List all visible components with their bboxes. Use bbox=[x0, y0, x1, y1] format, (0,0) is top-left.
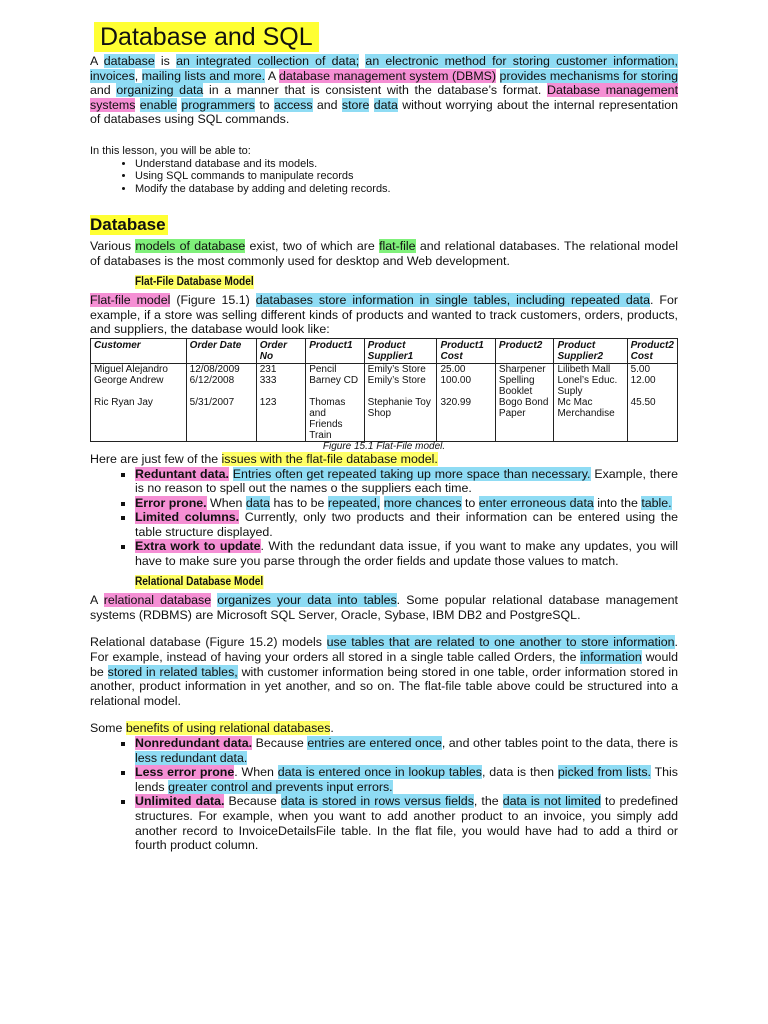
text: with customer information being stored in one table, order information stored in another, product information in yet another, and so on. The flat-file table above could be structured into a relational model. bbox=[90, 664, 678, 708]
text: , the bbox=[473, 794, 503, 809]
issues-list bbox=[90, 467, 678, 569]
highlight: Database management systems bbox=[90, 83, 679, 112]
highlight: Limited columns. bbox=[135, 510, 240, 525]
highlight: data is not limited bbox=[502, 794, 601, 809]
highlight: Less error prone bbox=[135, 765, 235, 780]
column-header: Product1 Cost bbox=[437, 338, 495, 363]
text: Because bbox=[224, 794, 281, 809]
table-cell: 12/08/2009 bbox=[186, 363, 256, 375]
highlight: stored in related tables, bbox=[107, 664, 238, 679]
highlight: databases store information in single tables, including repeated data bbox=[255, 293, 650, 308]
table-header-row bbox=[91, 338, 678, 363]
lesson-intro: In this lesson, you will be able to: bbox=[90, 144, 251, 157]
table-cell: George Andrew bbox=[91, 375, 187, 397]
table-cell: 333 bbox=[256, 375, 305, 397]
text: (Figure 15.1) bbox=[170, 293, 256, 308]
column-header: Product Supplier2 bbox=[554, 338, 627, 363]
highlight: table. bbox=[641, 495, 672, 510]
highlight: access bbox=[273, 97, 313, 112]
subheading-flat-file: Flat-File Database Model bbox=[135, 275, 254, 288]
highlight: an electronic method for storing customer information, invoices bbox=[90, 54, 678, 83]
list-item bbox=[135, 794, 678, 852]
benefits-intro bbox=[90, 721, 678, 736]
issues-intro bbox=[90, 452, 678, 467]
list-item bbox=[135, 510, 678, 539]
table-cell: Barney CD bbox=[306, 375, 364, 397]
text: Relational database (Figure 15.2) models bbox=[90, 635, 327, 650]
highlight: relational database bbox=[103, 593, 212, 608]
highlight: use tables that are related to one another to store information bbox=[326, 635, 675, 650]
column-header: Product Supplier1 bbox=[364, 338, 437, 363]
highlight: Extra work to update bbox=[135, 539, 261, 554]
list-item bbox=[135, 539, 678, 568]
table-cell: Thomas and Friends Train bbox=[306, 397, 364, 442]
highlight: information bbox=[580, 650, 642, 665]
section-heading-database: Database bbox=[90, 215, 166, 235]
text: and bbox=[312, 97, 342, 112]
subheading-relational: Relational Database Model bbox=[135, 575, 264, 588]
column-header: Product1 bbox=[306, 338, 364, 363]
document-page bbox=[90, 22, 678, 853]
column-header: Order Date bbox=[186, 338, 256, 363]
highlight: database bbox=[103, 54, 155, 68]
highlight: data bbox=[245, 495, 270, 510]
text: to bbox=[255, 97, 274, 112]
text: . bbox=[330, 721, 334, 736]
table-row bbox=[91, 375, 678, 397]
text: , data is then bbox=[481, 765, 558, 780]
highlight: flat-file bbox=[379, 239, 416, 254]
table-cell: 6/12/2008 bbox=[186, 375, 256, 397]
highlight: mailing lists and more. bbox=[141, 68, 266, 83]
highlight: provides mechanisms for storing bbox=[499, 68, 679, 83]
text: . With the redundant data issue, if you want to make any updates, you will have to make sure you parse through the order fields and update those values to match. bbox=[135, 539, 678, 569]
table-cell: 231 bbox=[256, 363, 305, 375]
table-cell: 5.00 bbox=[627, 363, 677, 375]
text: in a manner that is consistent with the database’s format. bbox=[203, 83, 547, 98]
column-header: Customer bbox=[91, 338, 187, 363]
table-cell: Stephanie Toy Shop bbox=[364, 397, 437, 442]
highlight: organizes your data into tables bbox=[217, 593, 397, 608]
text: A bbox=[90, 593, 104, 608]
table-cell: 123 bbox=[256, 397, 305, 442]
table-cell: Pencil bbox=[306, 363, 364, 375]
highlight: models of database bbox=[135, 239, 246, 254]
highlight: enable bbox=[139, 97, 177, 112]
highlight: benefits of using relational databases bbox=[125, 721, 331, 736]
highlight: database management system (DBMS) bbox=[278, 68, 497, 83]
highlight: data bbox=[373, 97, 398, 112]
text: and relational databases. The relational model of databases is the most commonly used for desktop and Web development. bbox=[90, 239, 679, 268]
text: has to be bbox=[270, 495, 328, 510]
highlight: Flat-file model bbox=[90, 293, 171, 308]
table-cell: Spelling Booklet bbox=[495, 375, 554, 397]
list-item: • Using SQL commands to manipulate records bbox=[135, 170, 678, 183]
list-item: • Understand database and its models. bbox=[135, 158, 678, 171]
highlight: repeated, bbox=[327, 495, 381, 510]
table-cell: Emily’s Store bbox=[364, 375, 437, 397]
text: Because bbox=[252, 736, 308, 750]
relational-paragraph-2 bbox=[90, 635, 678, 708]
text: When bbox=[206, 495, 246, 510]
highlight: Nonredundant data. bbox=[135, 736, 253, 750]
column-header: Order No bbox=[256, 338, 305, 363]
table-cell: 12.00 bbox=[627, 375, 677, 397]
text: . For example, instead of having your orders all stored in a single table called Orders, the bbox=[90, 635, 678, 665]
table-cell: Lilibeth Mall bbox=[554, 363, 627, 375]
text: . When bbox=[234, 765, 278, 780]
highlight: picked from lists. bbox=[557, 765, 651, 780]
page-title: Database and SQL bbox=[94, 22, 319, 52]
highlight: enter erroneous data bbox=[478, 495, 594, 510]
highlight: less redundant data. bbox=[135, 750, 248, 765]
highlight: organizing data bbox=[116, 83, 204, 98]
text: without worrying about the internal representation of databases using SQL commands. bbox=[90, 97, 678, 127]
text: Example, there is no reason to spell out the names o the suppliers each time. bbox=[135, 466, 679, 496]
database-paragraph bbox=[90, 239, 678, 268]
text: to predefined structures. For example, when you want to add another product to an invoice, you simply add another record to InvoiceDetailsFile table. In the flat file, you would have had to add a third or fourth product column. bbox=[135, 794, 679, 853]
table-cell: 5/31/2007 bbox=[186, 397, 256, 442]
text: , and other tables point to the data, there is bbox=[441, 736, 678, 750]
highlight: data is stored in rows versus fields bbox=[280, 794, 474, 809]
figure-caption: Figure 15.1 Flat-File model. bbox=[322, 440, 446, 452]
table-cell: Ric Ryan Jay bbox=[91, 397, 187, 442]
highlight: Entries often get repeated taking up more space than necessary. bbox=[232, 466, 591, 481]
relational-paragraph-1 bbox=[90, 593, 678, 622]
highlight: an integrated collection of data; bbox=[176, 54, 360, 68]
column-header: Product2 Cost bbox=[627, 338, 677, 363]
text: A bbox=[90, 54, 104, 68]
highlight: programmers bbox=[181, 97, 255, 112]
text: into the bbox=[593, 495, 642, 510]
text: would be bbox=[90, 650, 678, 679]
highlight: store bbox=[341, 97, 370, 112]
text: Currently, only two products and their information can be entered using the table structure displayed. bbox=[135, 510, 678, 539]
list-item bbox=[135, 765, 678, 794]
table-cell: Lonel’s Educ. Suply bbox=[554, 375, 627, 397]
list-item bbox=[135, 736, 678, 765]
highlight: Error prone. bbox=[135, 495, 207, 510]
text: . Some popular relational database management systems (RDBMS) are Microsoft SQL Server, Oracle, Sybase, IBM DB2 and PostgreSQL. bbox=[90, 593, 678, 622]
highlight: Reduntant data. bbox=[135, 466, 229, 481]
table-cell: Miguel Alejandro bbox=[91, 363, 187, 375]
benefits-list bbox=[90, 736, 678, 853]
highlight: data is entered once in lookup tables bbox=[277, 765, 482, 780]
column-header: Product2 bbox=[495, 338, 554, 363]
flat-file-table bbox=[90, 338, 678, 442]
list-item bbox=[135, 496, 678, 511]
table-cell: 25.00 bbox=[437, 363, 495, 375]
highlight: greater control and prevents input errors. bbox=[168, 779, 393, 794]
text: and bbox=[90, 83, 117, 98]
text: Here are just few of the bbox=[90, 451, 222, 466]
text: Some bbox=[90, 721, 126, 736]
text: exist, two of which are bbox=[245, 239, 380, 254]
text: , bbox=[134, 68, 142, 83]
table-cell: Mc Mac Merchandise bbox=[554, 397, 627, 442]
highlight: issues with the flat-file database model. bbox=[221, 451, 438, 466]
table-cell: 320.99 bbox=[437, 397, 495, 442]
list-item: • Modify the database by adding and deleting records. bbox=[135, 183, 678, 196]
table-row bbox=[91, 397, 678, 442]
text: . For example, if a store was selling different kinds of products and wanted to track customers, orders, products, and suppliers, the database would look like: bbox=[90, 293, 678, 337]
table-cell: 100.00 bbox=[437, 375, 495, 397]
highlight: entries are entered once bbox=[307, 736, 442, 750]
table-row bbox=[91, 363, 678, 375]
text: Various bbox=[90, 239, 136, 254]
intro-paragraph bbox=[90, 54, 678, 127]
table-cell: Sharpener bbox=[495, 363, 554, 375]
text: to bbox=[461, 495, 479, 510]
text: is bbox=[154, 54, 177, 68]
list-item bbox=[135, 467, 678, 496]
lesson-objectives bbox=[90, 145, 678, 195]
text: This lends bbox=[135, 765, 678, 794]
flat-file-paragraph bbox=[90, 293, 678, 337]
table-cell: 45.50 bbox=[627, 397, 677, 442]
table-cell: Emily’s Store bbox=[364, 363, 437, 375]
highlight: more chances bbox=[383, 495, 462, 510]
highlight: Unlimited data. bbox=[135, 794, 225, 809]
table-cell: Bogo Bond Paper bbox=[495, 397, 554, 442]
text: A bbox=[265, 68, 279, 83]
